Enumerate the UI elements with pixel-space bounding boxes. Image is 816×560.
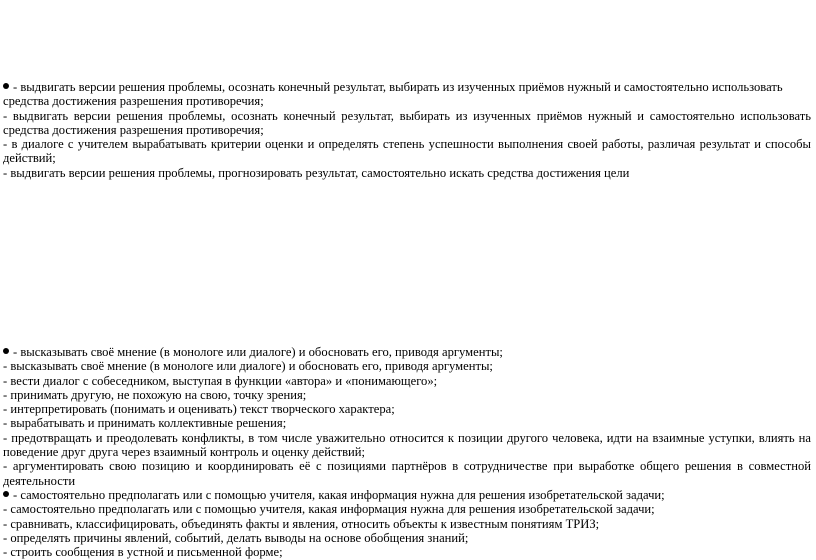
- list-item: - выдвигать версии решения проблемы, осознать конечный результат, выбирать из изученных приёмов нужный и самостоятельно использовать средства достижения разрешения противоречия;: [3, 108, 811, 137]
- list-item: - выдвигать версии решения проблемы, прогнозировать результат, самостоятельно искать средства достижения цели: [3, 165, 630, 180]
- list-item: [3, 488, 811, 502]
- list-item: - вести диалог с собеседником, выступая в функции «автора» и «понимающего»;: [3, 373, 438, 388]
- list-item-text: - высказывать своё мнение (в монологе или диалоге) и обосновать его, приводя аргументы;: [13, 345, 503, 359]
- list-item: - аргументировать свою позицию и координировать её с позициями партнёров в сотрудничестве при выработке общего решения в совместной деятельности: [3, 459, 811, 488]
- list-item: - строить сообщения в устной и письменной форме;: [3, 545, 283, 560]
- list-item: - самостоятельно предполагать или с помощью учителя, какая информация нужна для решения изобретательской задачи;: [3, 502, 655, 517]
- communicative-skills-list: [3, 345, 811, 559]
- list-item: - вырабатывать и принимать коллективные решения;: [3, 416, 287, 431]
- list-item: - предотвращать и преодолевать конфликты, в том числе уважительно относится к позиции другого человека, идти на взаимные уступки, влиять на поведение друг друга через взаимный контроль и оценку действий;: [3, 430, 811, 460]
- bullet-icon: [3, 348, 9, 354]
- list-item-text: - выдвигать версии решения проблемы, осознать конечный результат, выбирать из изученных приёмов нужный и самостоятельно использовать средства достижения разрешения противоречия;: [3, 80, 783, 109]
- bullet-icon: [3, 491, 9, 497]
- list-item: - интерпретировать (понимать и оценивать) текст творческого характера;: [3, 402, 395, 417]
- list-item-text: - самостоятельно предполагать или с помощью учителя, какая информация нужна для решения изобретательской задачи;: [13, 487, 665, 502]
- list-item: - принимать другую, не похожую на свою, точку зрения;: [3, 387, 307, 402]
- list-item: [3, 80, 811, 109]
- bullet-icon: [3, 83, 9, 89]
- regulatory-skills-list: [3, 80, 811, 180]
- list-item: - в диалоге с учителем вырабатывать критерии оценки и определять степень успешности выполнения своей работы, различая результат и способы действий;: [3, 137, 811, 166]
- list-item: - высказывать своё мнение (в монологе или диалоге) и обосновать его, приводя аргументы;: [3, 359, 493, 374]
- list-item: [3, 345, 811, 359]
- list-item: - определять причины явлений, событий, делать выводы на основе обобщения знаний;: [3, 530, 469, 545]
- list-item: - сравнивать, классифицировать, объединять факты и явления, относить объекты к известным понятиям ТРИЗ;: [3, 516, 600, 531]
